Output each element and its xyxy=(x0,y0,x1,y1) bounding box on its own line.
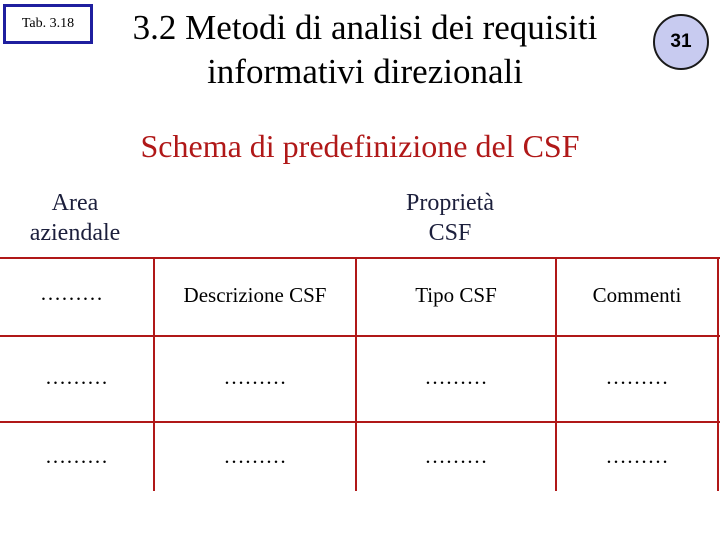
table-cell: ……… xyxy=(223,365,287,389)
prop-header-line-1: Proprietà xyxy=(406,190,494,216)
table-rule-row2 xyxy=(0,421,720,423)
table-cell: ……… xyxy=(424,444,488,468)
area-header-line-2: aziendale xyxy=(29,220,121,246)
table-cell: Tipo CSF xyxy=(415,283,497,307)
table-cell: Commenti xyxy=(592,283,682,307)
area-aziendale-header xyxy=(5,188,145,248)
table-cell: ……… xyxy=(45,444,108,468)
table-cell: ……… xyxy=(424,365,488,389)
area-header-line-1: Area xyxy=(51,190,99,216)
table-rule-row1 xyxy=(0,335,720,337)
proprieta-csf-header xyxy=(350,188,550,248)
prop-header-line-2: CSF xyxy=(428,220,472,246)
page-number-badge: 31 xyxy=(653,14,709,70)
table-cell: ……… xyxy=(45,365,108,389)
table-col-divider xyxy=(717,259,719,491)
table-cell: ……… xyxy=(605,365,669,389)
title-line-2: informativi direzionali xyxy=(207,52,523,91)
title-line-1: 3.2 Metodi di analisi dei requisiti xyxy=(132,8,598,47)
slide-subtitle: Schema di predefinizione del CSF xyxy=(140,128,580,164)
table-cell: ……… xyxy=(40,281,103,305)
table-cell: ……… xyxy=(223,444,287,468)
table-cell: ……… xyxy=(605,444,669,468)
table-rule-top xyxy=(0,257,720,259)
tab-label: Tab. 3.18 xyxy=(3,4,93,44)
table-cell: Descrizione CSF xyxy=(183,283,327,307)
page-title xyxy=(95,6,635,94)
